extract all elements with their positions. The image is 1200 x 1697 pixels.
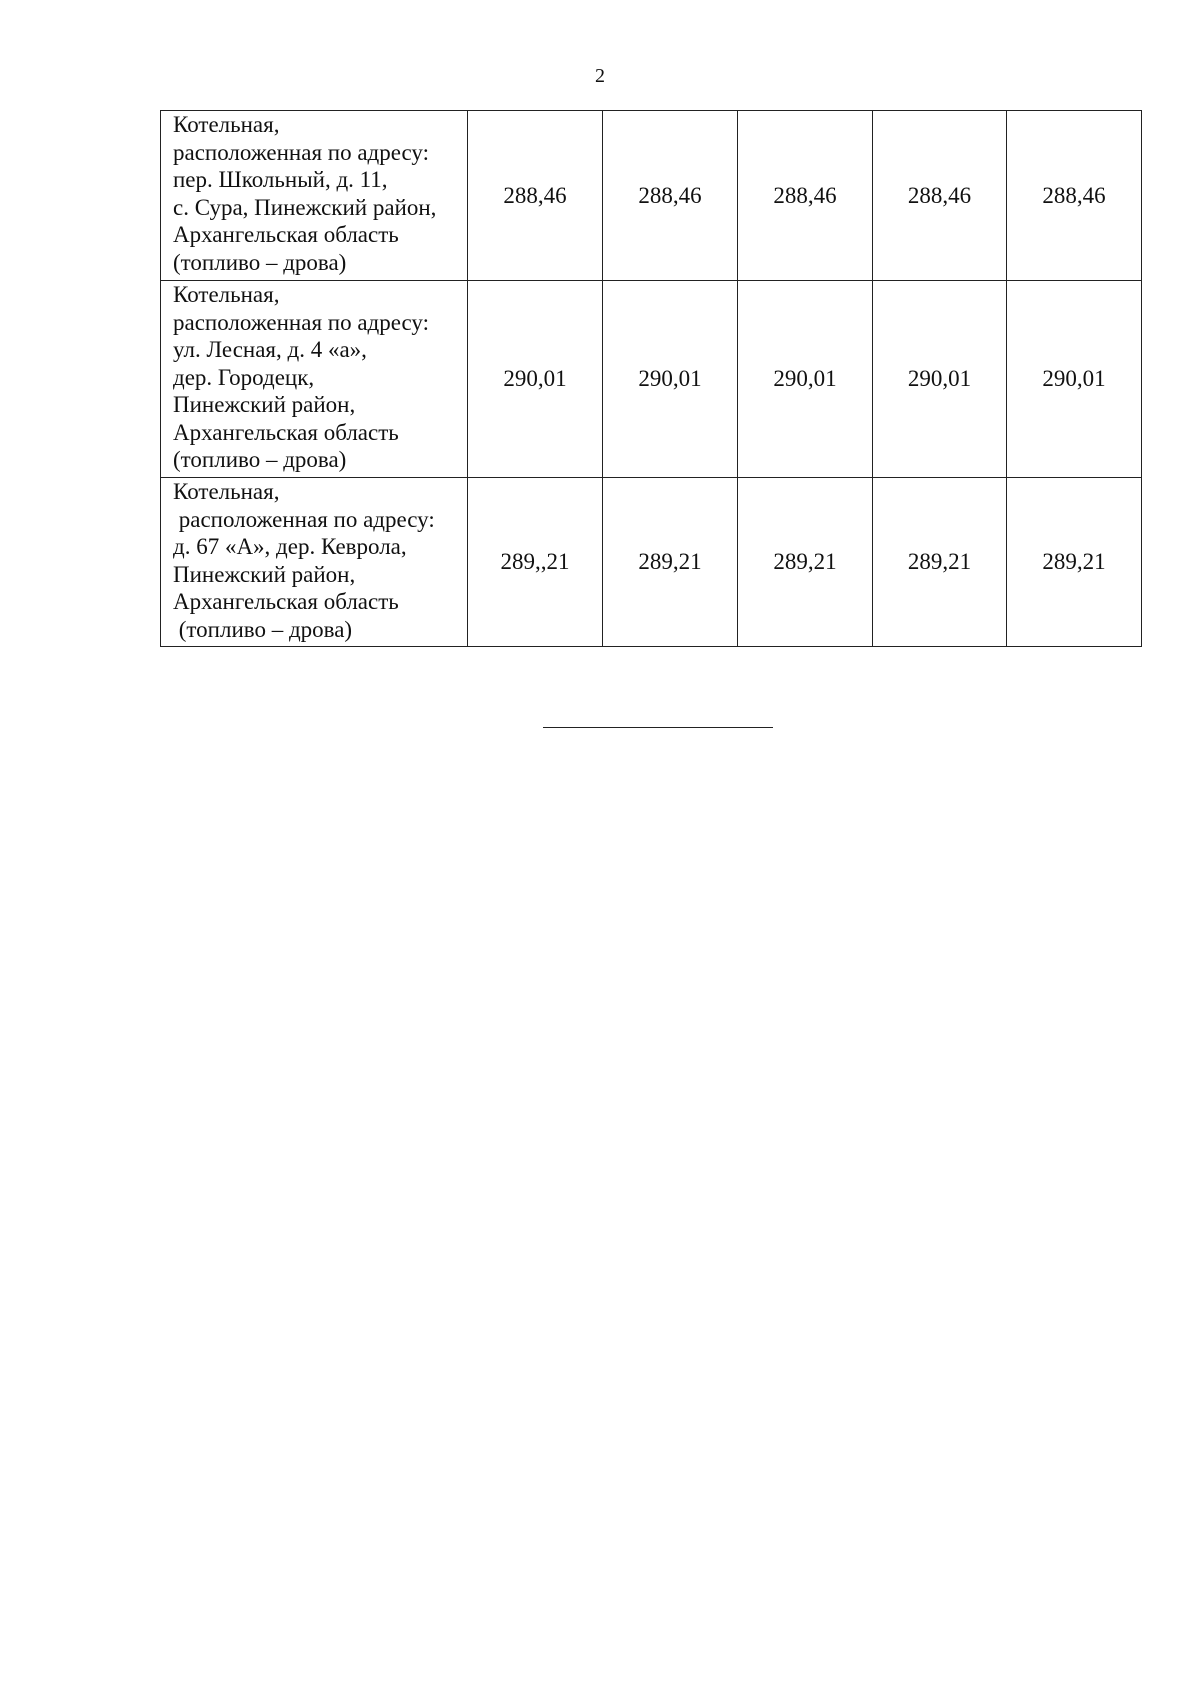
tariff-value-cell: 288,46	[468, 111, 603, 281]
description-line: Котельная,	[173, 479, 280, 504]
page-number: 2	[595, 65, 605, 87]
description-line: (топливо – дрова)	[173, 447, 347, 472]
tariff-value-cell: 290,01	[738, 281, 873, 478]
description-line: д. 67 «А», дер. Кеврола,	[173, 534, 407, 559]
tariff-value-cell: 289,,21	[468, 478, 603, 647]
description-line: расположенная по адресу:	[173, 506, 435, 532]
boiler-description-cell	[161, 281, 468, 478]
tariff-value-cell: 289,21	[738, 478, 873, 647]
description-line: (топливо – дрова)	[173, 616, 353, 642]
description-line: Котельная,	[173, 282, 280, 307]
description-line: с. Сура, Пинежский район,	[173, 194, 437, 220]
tariff-value-cell: 288,46	[1007, 111, 1142, 281]
table-row	[161, 281, 1142, 478]
description-line: ул. Лесная, д. 4 «а»,	[173, 337, 367, 362]
table-row	[161, 111, 1142, 281]
description-line: Пинежский район,	[173, 392, 356, 417]
tariff-value-cell: 290,01	[1007, 281, 1142, 478]
description-line: Архангельская область	[173, 589, 399, 614]
description-line: дер. Городецк,	[173, 364, 315, 390]
description-line: расположенная по адресу:	[173, 309, 430, 335]
boiler-description-cell	[161, 478, 468, 647]
description-line: расположенная по адресу:	[173, 139, 430, 165]
boiler-description-cell	[161, 111, 468, 281]
end-of-document-rule	[543, 727, 773, 728]
tariff-table	[160, 110, 1142, 647]
tariff-value-cell: 290,01	[468, 281, 603, 478]
description-line: (топливо – дрова)	[173, 249, 347, 275]
description-line: Пинежский район,	[173, 561, 356, 587]
tariff-value-cell: 289,21	[1007, 478, 1142, 647]
table-row	[161, 478, 1142, 647]
tariff-value-cell: 288,46	[738, 111, 873, 281]
tariff-value-cell: 288,46	[603, 111, 738, 281]
description-line: Архангельская область	[173, 419, 399, 445]
description-line: Котельная,	[173, 112, 280, 137]
description-line: пер. Школьный, д. 11,	[173, 167, 388, 192]
tariff-value-cell: 288,46	[873, 111, 1007, 281]
tariff-value-cell: 290,01	[873, 281, 1007, 478]
tariff-value-cell: 289,21	[603, 478, 738, 647]
tariff-value-cell: 289,21	[873, 478, 1007, 647]
tariff-value-cell: 290,01	[603, 281, 738, 478]
description-line: Архангельская область	[173, 222, 399, 247]
